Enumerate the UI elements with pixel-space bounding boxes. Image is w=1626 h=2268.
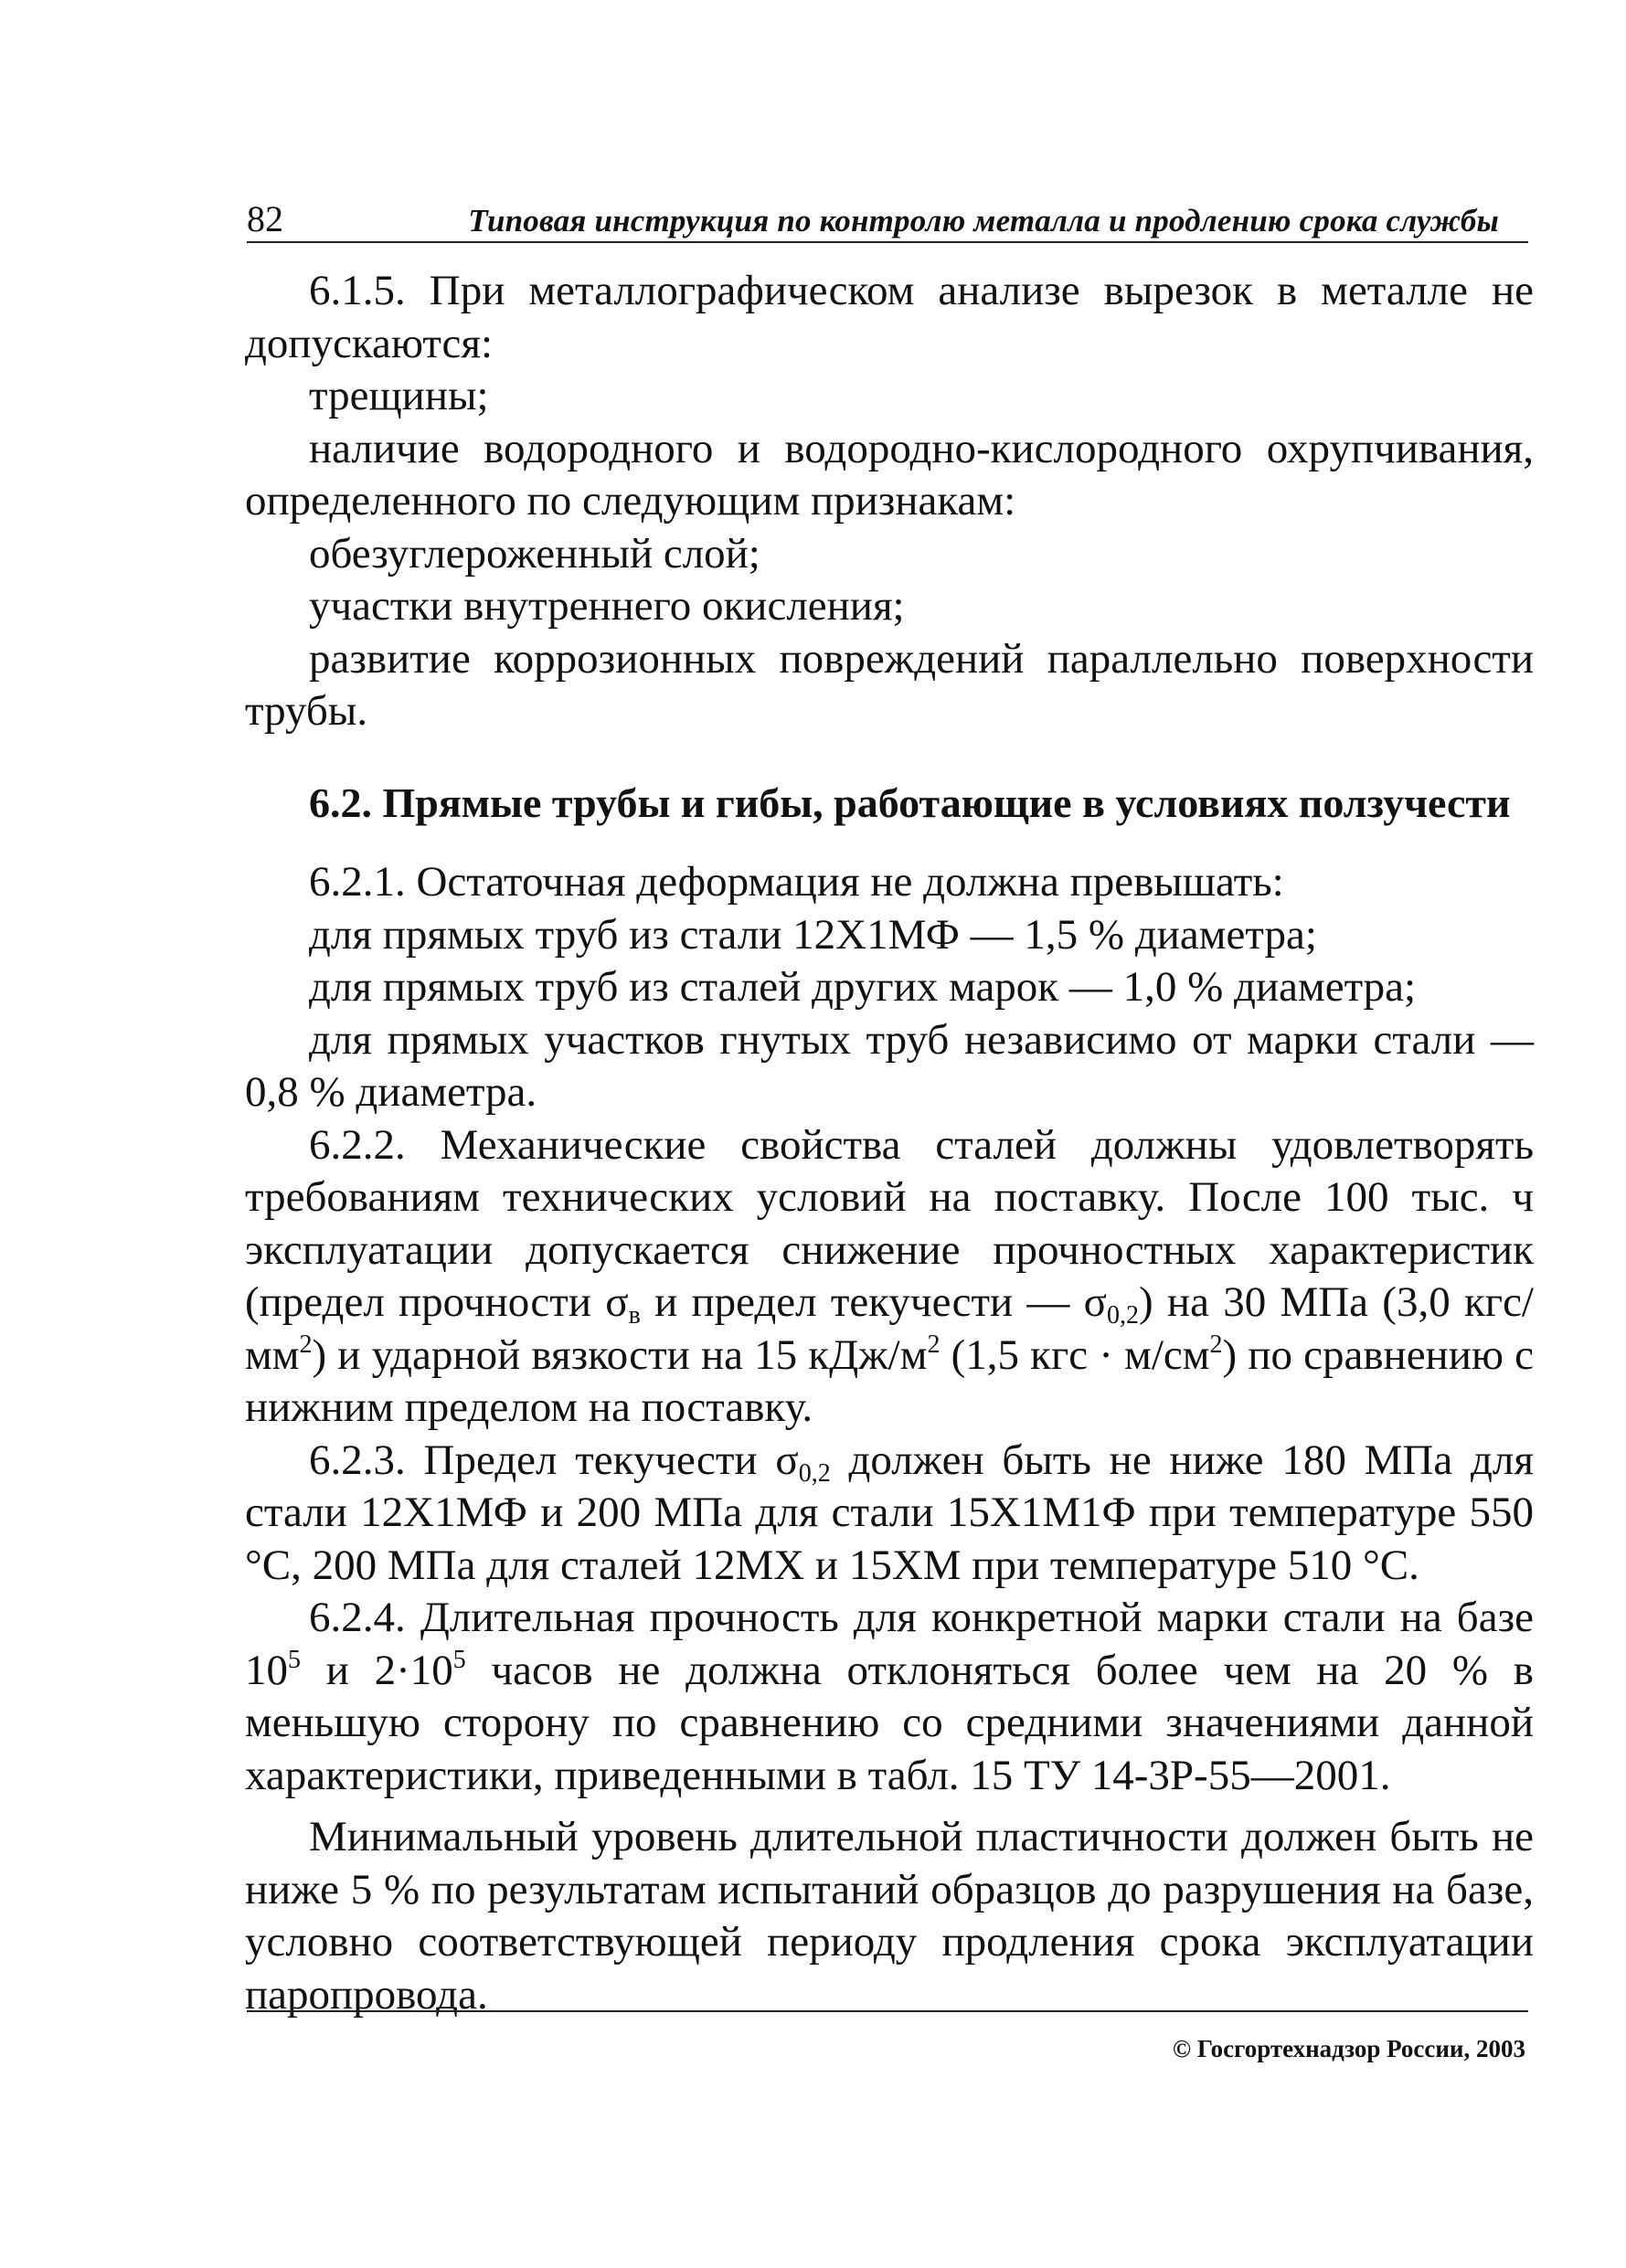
- superscript: 2: [927, 1330, 941, 1359]
- superscript: 2: [299, 1330, 313, 1359]
- subscript: в: [628, 1301, 641, 1330]
- list-item-12x1mf: для прямых труб из стали 12Х1МФ — 1,5 % диаметра;: [309, 910, 1317, 959]
- section-title-6-2: 6.2. Прямые трубы и гибы, работающие в условиях ползучести: [309, 779, 1511, 826]
- superscript: 5: [288, 1645, 301, 1674]
- superscript: 5: [452, 1645, 466, 1674]
- paragraph-6-2-2: [245, 1119, 1534, 1435]
- text-run: ) по сравнению с нижним пределом на поставку.: [245, 1330, 1534, 1431]
- body-text: [245, 265, 1534, 2021]
- paragraph-min-plasticity: Минимальный уровень длительной пластичности должен быть не ниже 5 % по результатам испытаний образцов до разрушения на базе, условно соответствующей периоду продления срока эксплуатации паропровода.: [245, 1813, 1534, 2019]
- running-header: [247, 190, 1526, 245]
- list-item-corrosion: развитие коррозионных повреждений параллельно поверхности трубы.: [245, 634, 1534, 735]
- text-run: часов не должна отклоняться более чем на 20 % в меньшую сторону по сравнению со средними значениями данной характеристики, приведенными в табл. 15 ТУ 14-3Р-55—2001.: [245, 1646, 1535, 1799]
- page-number: 82: [247, 198, 283, 239]
- paragraph-6-2-3: [245, 1435, 1534, 1593]
- text-run: должен быть не ниже 180 МПа для стали 12Х1МФ и 200 МПа для стали 15Х1М1Ф при температуре 550 °С, 200 МПа для сталей 12МХ и 15ХМ при температуре 510 °С.: [245, 1436, 1534, 1589]
- list-item-cracks: трещины;: [309, 372, 489, 419]
- list-item-embrittlement: наличие водородного и водородно-кислородного охрупчивания, определенного по следующим признакам:: [245, 424, 1534, 525]
- header-rule: [247, 241, 1528, 243]
- text-run: и 2·10: [301, 1646, 453, 1694]
- paragraph-6-2-4: [245, 1592, 1534, 1802]
- list-item-bent-pipes: для прямых участков гнутых труб независимо от марки стали — 0,8 % диаметра.: [245, 1015, 1534, 1116]
- footer-rule: [247, 2010, 1528, 2012]
- subscript: 0,2: [1107, 1301, 1140, 1330]
- subscript: 0,2: [798, 1458, 831, 1488]
- running-title: Типовая инструкция по контролю металла и продлению срока службы: [468, 203, 1499, 238]
- text-run: 6.2.3. Предел текучести σ: [309, 1436, 799, 1484]
- text-run: ) на 30 МПа (3,0 кгс/мм: [245, 1278, 1534, 1379]
- paragraph-6-1-5: 6.1.5. При металлографическом анализе вырезок в металле не допускаются:: [245, 267, 1534, 367]
- text-run: 6.2.2. Механические свойства сталей должны удовлетворять требованиям технических условий на поставку. После 100 тыс. ч эксплуатации допускается снижение прочностных характеристик (предел прочности σ: [245, 1120, 1534, 1326]
- text-run: 6.2.4. Длительная прочность для конкретной марки стали на базе 10: [245, 1594, 1534, 1694]
- text-run: (1,5 кгс · м/см: [940, 1330, 1210, 1379]
- copyright-notice: © Госгортехнадзор России, 2003: [1172, 2035, 1525, 2062]
- list-item-decarburized-layer: обезуглероженный слой;: [309, 529, 760, 578]
- text-run: ) и ударной вязкости на 15 кДж/м: [312, 1330, 928, 1379]
- list-item-internal-oxidation: участки внутреннего окисления;: [309, 582, 905, 630]
- superscript: 2: [1209, 1330, 1223, 1359]
- text-run: и предел текучести — σ: [640, 1278, 1108, 1326]
- paragraph-6-2-1: 6.2.1. Остаточная деформация не должна превышать:: [309, 858, 1284, 906]
- list-item-other-grades: для прямых труб из сталей других марок — 1,0 % диаметра;: [309, 963, 1417, 1011]
